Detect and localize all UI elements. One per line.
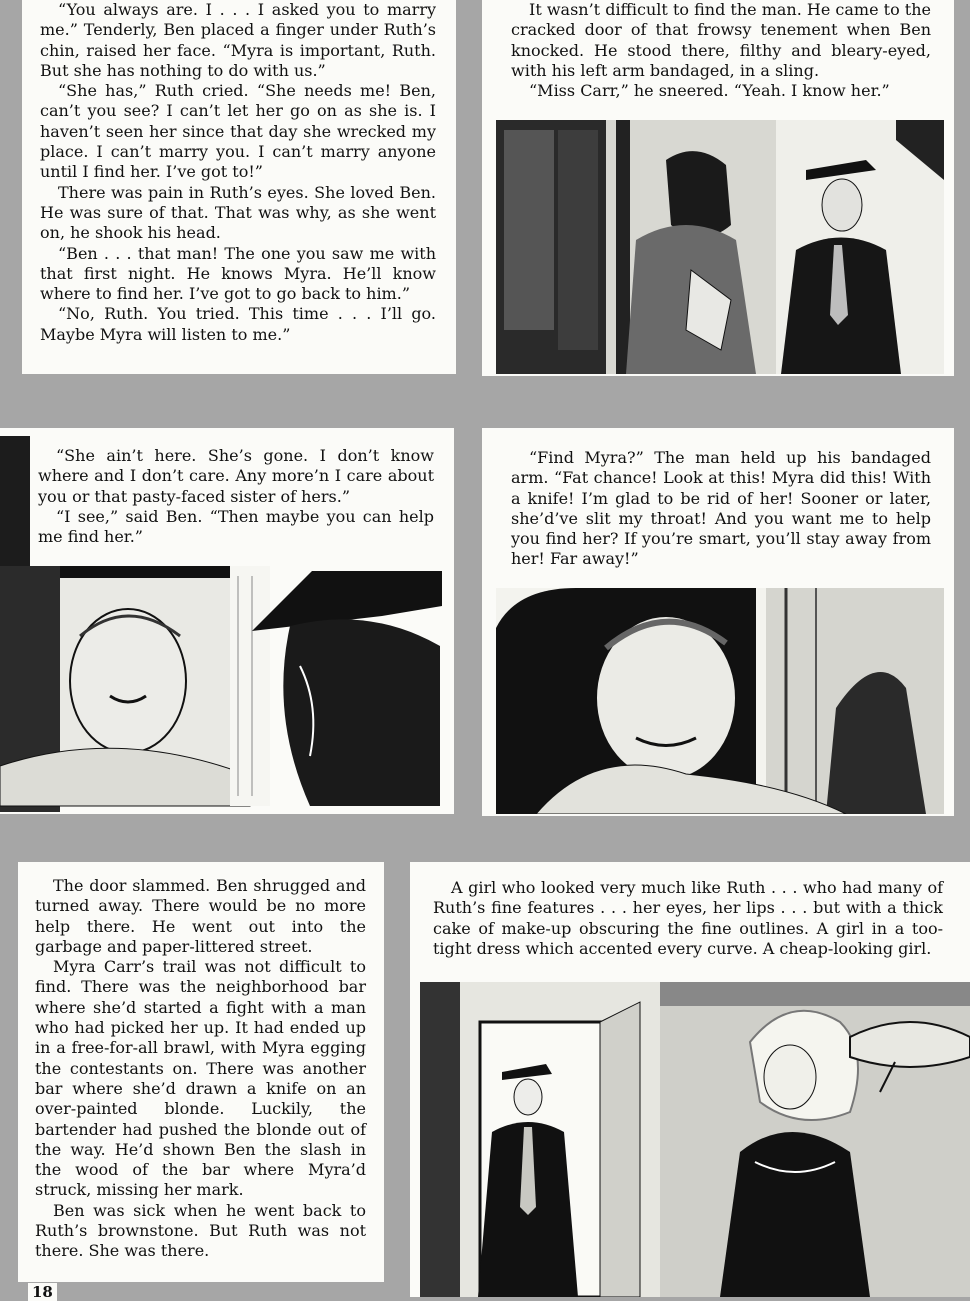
paragraph: Myra Carr’s trail was not difficult to find. There was the neighborhood bar where she’d started a fight with a man who had picked her up. It had ended up in a free-for-all brawl, with Myra egging the contestants on. There was another bar where she’d drawn a knife on an over-painted blonde. Luckily, the bartender had pushed the blonde out of the way. He’d shown Ben the slash in the wood of the bar where Myra’d struck, missing her mark. bbox=[35, 957, 366, 1200]
bald-man-and-ben-illustration bbox=[0, 436, 454, 812]
paragraph: “Ben . . . that man! The one you saw me with that first night. He knows Myra. He’ll know where to find her. I’ve got to go back to him.” bbox=[40, 243, 436, 304]
paragraph: It wasn’t difficult to find the man. He came to the cracked door of that frowsy tenement when Ben knocked. He stood there, filthy and bleary-eyed, with his left arm bandaged, in a sling. bbox=[511, 0, 931, 80]
panel-4-text bbox=[511, 448, 931, 570]
paragraph: “She has,” Ruth cried. “She needs me! Ben, can’t you see? I can’t let her go on as she is. I haven’t seen her since that day she wrecked my place. I can’t marry you. I can’t marry anyone until I find her. I’ve got to!” bbox=[40, 81, 436, 182]
paragraph: “No, Ruth. You tried. This time . . . I’ll go. Maybe Myra will listen to me.” bbox=[40, 304, 436, 344]
paragraph: Ben was sick when he went back to Ruth’s brownstone. But Ruth was not there. She was there. bbox=[35, 1200, 366, 1261]
paragraph: There was pain in Ruth’s eyes. She loved Ben. He was sure of that. That was why, as she went on, he shook his head. bbox=[40, 182, 436, 243]
tenement-door-scene-illustration bbox=[496, 120, 944, 374]
panel-6-text bbox=[433, 878, 943, 959]
panel-5-text bbox=[35, 876, 366, 1262]
paragraph: “Find Myra?” The man held up his bandaged arm. “Fat chance! Look at this! Myra did this! With a knife! I’m glad to be rid of her! Sooner or later, she’d’ve slit my throat! And you want me to help you find her? If you’re smart, you’ll stay away from her! Far away!” bbox=[511, 448, 931, 569]
paragraph: “Miss Carr,” he sneered. “Yeah. I know her.” bbox=[529, 81, 890, 101]
story-panel-5 bbox=[18, 862, 384, 1282]
panel-1-text bbox=[40, 0, 436, 345]
page-number: 18 bbox=[28, 1283, 57, 1301]
girl-in-doorway-illustration bbox=[420, 982, 970, 1297]
story-panel-1 bbox=[22, 0, 456, 374]
story-panel-6 bbox=[410, 862, 970, 1297]
paragraph: “I see,” said Ben. “Then maybe you can help me find her.” bbox=[38, 506, 434, 547]
story-panel-2 bbox=[482, 0, 954, 376]
paragraph: “She ain’t here. She’s gone. I don’t know where and I don’t care. Any more’n I care about you or that pasty-faced sister of hers.” bbox=[38, 446, 434, 506]
paragraph: A girl who looked very much like Ruth . . . who had many of Ruth’s fine features . . . her eyes, her lips . . . but with a thick cake of make-up obscuring the fine outlines. A girl in a too-tight dress which accented every curve. A cheap-looking girl. bbox=[433, 878, 943, 958]
man-smirking-illustration bbox=[496, 588, 944, 814]
paragraph: The door slammed. Ben shrugged and turned away. There would be no more help there. He went out into the garbage and paper-littered street. bbox=[35, 876, 366, 956]
panel-2-text bbox=[511, 0, 931, 101]
paragraph: “You always are. I . . . I asked you to marry me.” Tenderly, Ben placed a finger under Ruth’s chin, raised her face. “Myra is important, Ruth. But she has nothing to do with us.” bbox=[40, 0, 436, 80]
story-panel-4 bbox=[482, 428, 954, 816]
story-panel-3 bbox=[0, 428, 454, 814]
